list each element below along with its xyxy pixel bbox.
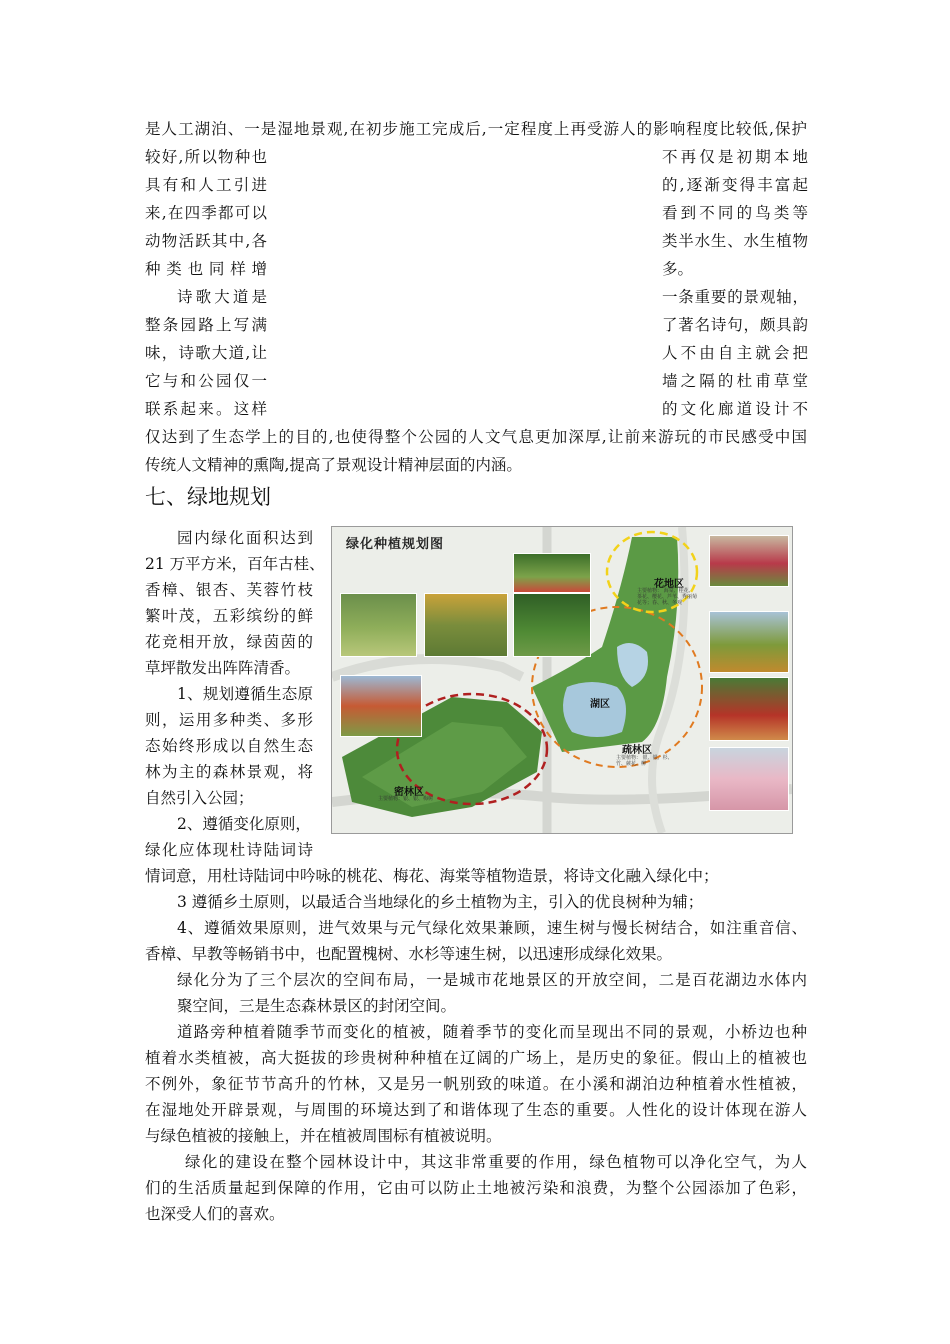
zone-note-flower: 主要植物： 海棠、桂花、茶花、樱花、芦苇、秀丽菊花等；春、秋、冬观 [637,588,698,606]
photo-blossoms [709,747,789,811]
body-line-wrap: 1、规划遵循生态原 [177,685,313,703]
body-line: 道路旁种植着随季节而变化的植被，随着季节的变化而呈现出不同的景观，小桥边也种 [177,1023,807,1041]
photo-park-trees [709,611,789,673]
body-line-right: 人不由自主就会把 [662,344,808,362]
body-line: 们的生活质量起到保障的作用，它由可以防止土地被污染和浪费，为整个公园添加了色彩， [145,1179,807,1197]
body-line: 与绿色植被的接触上，并在植被周围标有植被说明。 [145,1127,502,1145]
body-line-left: 它与和公园仅一 [145,372,267,390]
body-line: 绿化分为了三个层次的空间布局，一是城市花地景区的开放空间，二是百花湖边水体内 [177,971,807,989]
section-heading: 七、绿地规划 [145,485,271,509]
body-line-wrap: 花竞相开放，绿茵茵的 [145,633,313,651]
body-line: 植着水类植被，高大挺拔的珍贵树种种植在辽阔的广场上，是历史的象征。假山上的植被也 [145,1049,807,1067]
zone-label-flower: 花地区 [654,579,684,590]
photo-garden [513,553,591,593]
body-line-right: 多。 [662,260,694,278]
body-line-wrap: 草坪散发出阵阵清香。 [145,659,301,677]
body-line: 3 遵循乡土原则，以最适合当地绿化的乡土植物为主，引入的优良树种为辅； [177,893,704,911]
photo-autumn-trees [340,675,422,737]
body-line: 聚空间，三是生态森林景区的封闭空间。 [177,997,457,1015]
zone-label-dense: 密林区 [394,787,424,798]
body-line-right: 的,逐渐变得丰富起 [662,176,808,194]
body-line-left: 来,在四季都可以 [145,204,267,222]
body-line-wrap: 态始终形成以自然生态 [145,737,313,755]
zone-label-lake: 湖区 [590,699,610,710]
body-line-wrap: 香樟、银杏、芙蓉竹枝 [145,581,313,599]
body-line-left: 味，诗歌大道,让 [145,344,267,362]
body-line: 香樟、早教等畅销书中，也配置槐树、水杉等速生树，以迅速形成绿化效果。 [145,945,673,963]
body-line-right: 看到不同的鸟类等 [662,204,808,222]
body-line-wrap: 则，运用多种类、多形 [145,711,313,729]
body-line-wrap: 园内绿化面积达到 [177,529,313,547]
body-line-left: 动物活跃其中,各 [145,232,267,250]
body-line-left: 具有和人工引进 [145,176,267,194]
body-line-wrap: 林为主的森林景观，将 [145,763,313,781]
body-line: 绿化的建设在整个园林设计中，其这非常重要的作用，绿色植物可以净化空气，为人 [185,1153,807,1171]
body-line: 情词意，用杜诗陆词中吟咏的桃花、梅花、海棠等植物造景，将诗文化融入绿化中； [145,867,719,885]
body-line-wrap: 2、遵循变化原则， [177,815,311,833]
zone-note-sparse: 主要植物： 银、银、杉、竹、蕨花、柳 [616,755,673,767]
body-line: 是人工湖泊、一是湿地景观,在初步施工完成后,一定程度上再受游人的影响程度比较低,保护 [145,120,807,138]
body-line-right: 了著名诗句，颇具韵 [662,316,808,334]
body-line-left: 较好,所以物种也 [145,148,267,166]
photo-flower-beds [709,535,789,587]
body-line: 不例外，象征节节高升的竹林，又是另一帆别致的味道。在小溪和湖泊边种植着水性植被， [145,1075,807,1093]
body-line-right: 一条重要的景观轴， [662,288,808,306]
body-line-right: 类半水生、水生植物 [662,232,808,250]
body-line-wrap: 繁叶茂，五彩缤纷的鲜 [145,607,313,625]
body-line-left: 联系起来。这样 [145,400,267,418]
body-line-left: 整条园路上写满 [145,316,267,334]
body-line-right: 不再仅是初期本地 [662,148,808,166]
photo-lawn-trees [340,593,417,657]
body-line-left: 种 类 也 同 样 增 [145,260,267,278]
zone-label-sparse: 疏林区 [622,745,652,756]
photo-ginkgo-trees [424,593,508,657]
body-line: 也深受人们的喜欢。 [145,1205,285,1223]
body-line-left: 诗歌大道是 [177,288,267,306]
body-line-right: 墙之隔的杜甫草堂 [662,372,808,390]
planting-plan-figure [331,526,793,834]
zone-note-dense: 主要植物：银、银、梅树 [378,796,434,802]
body-line-right: 的文化廊道设计不 [662,400,808,418]
body-line: 传统人文精神的熏陶,提高了景观设计精神层面的内涵。 [145,456,522,474]
body-line-wrap: 绿化应体现杜诗陆词诗 [145,841,313,859]
body-line: 4、遵循效果原则，进气效果与元气绿化效果兼顾，速生树与慢长树结合，如注重音信、 [177,919,807,937]
body-line: 在湿地处开辟景观，与周围的环境达到了和谐体现了生态的重要。人性化的设计体现在游人 [145,1101,807,1119]
photo-red-shrubs [709,677,789,741]
figure-title: 绿化种植规划图 [346,537,445,552]
body-line-wrap: 21 万平方米，百年古桂、 [145,555,325,573]
body-line: 仅达到了生态学上的目的,也使得整个公园的人文气息更加深厚,让前来游玩的市民感受中国 [145,428,807,446]
photo-forest [513,593,591,657]
body-line-wrap: 自然引入公园； [145,789,254,807]
